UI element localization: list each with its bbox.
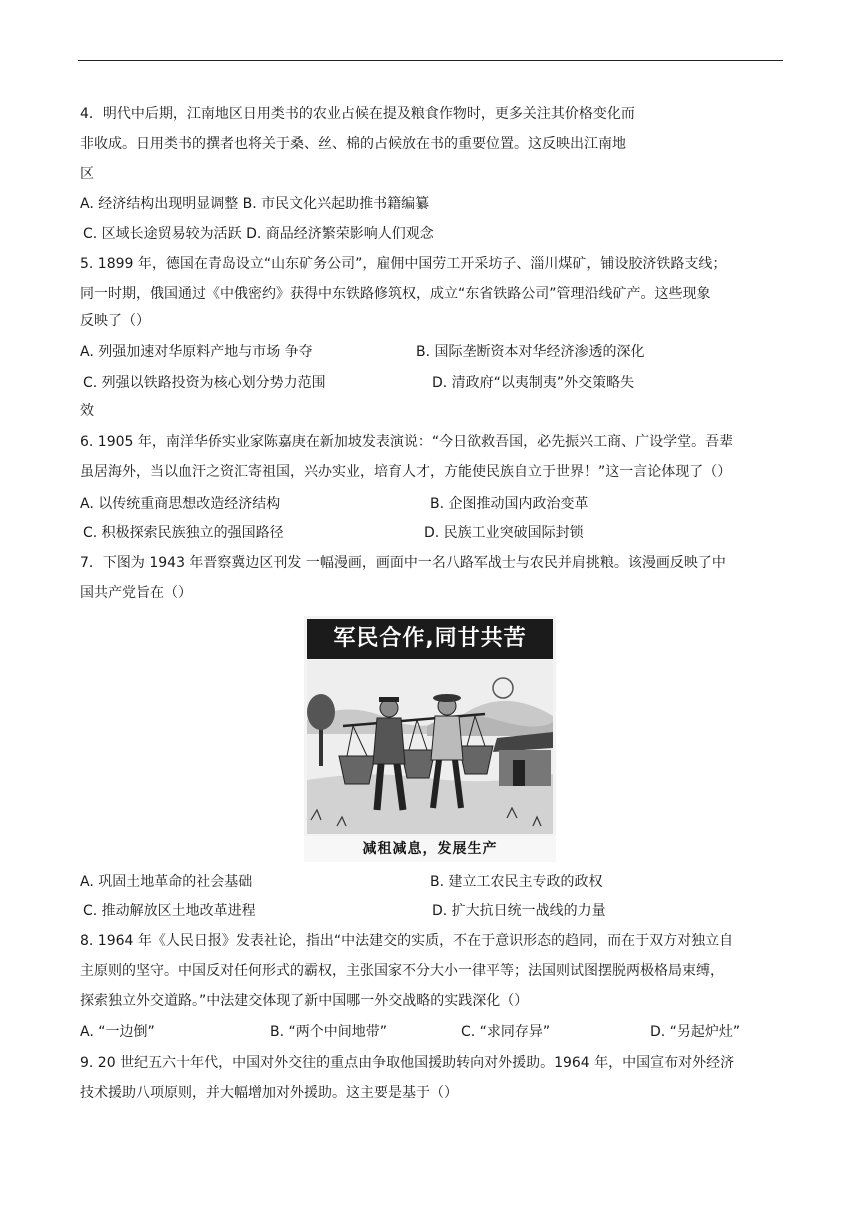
- cartoon-illustration: [307, 660, 553, 834]
- q7-stem-line-1: 7．下图为 1943 年晋察冀边区刊发 一幅漫画，画面中一名八路军战士与农民并肩挑粮。该漫画反映了中: [80, 555, 726, 571]
- q5-stem-line-1: 5. 1899 年，德国在青岛设立“山东矿务公司”，雇佣中国劳工开采坊子、淄川煤矿，铺设胶济铁路支线；: [80, 256, 727, 272]
- cartoon-caption: 减租减息，发展生产: [304, 836, 556, 862]
- q8-option-c[interactable]: C. “求同存异”: [461, 1024, 551, 1040]
- q6-option-c[interactable]: C. 积极探索民族独立的强国路径: [83, 525, 284, 541]
- q5-option-d[interactable]: D. 清政府“以夷制夷”外交策略失: [432, 375, 635, 391]
- q8-option-b[interactable]: B. “两个中间地带”: [270, 1024, 388, 1040]
- q4-options-row-1[interactable]: A. 经济结构出现明显调整 B. 市民文化兴起助推书籍编纂: [80, 196, 430, 212]
- q7-option-a[interactable]: A. 巩固土地革命的社会基础: [80, 874, 253, 890]
- q9-stem-line-2: 技术援助八项原则，并大幅增加对外援助。这主要是基于（）: [80, 1085, 458, 1101]
- q8-stem-line-2: 主原则的坚守。中国反对任何形式的霸权，主张国家不分大小一律平等；法国则试图摆脱两极格局束缚，: [80, 963, 724, 979]
- q5-option-c[interactable]: C. 列强以铁路投资为核心划分势力范围: [83, 375, 326, 391]
- q5-stem-line-3: 反映了（）: [80, 313, 150, 329]
- q5-option-b[interactable]: B. 国际垄断资本对华经济渗透的深化: [416, 344, 645, 360]
- q7-option-d[interactable]: D. 扩大抗日统一战线的力量: [432, 903, 606, 919]
- q6-stem-line-1: 6. 1905 年，南洋华侨实业家陈嘉庚在新加坡发表演说：“今日欲救吾国，必先振兴工商、广设学堂。吾辈: [80, 434, 734, 450]
- q7-stem-line-2: 国共产党旨在（）: [80, 585, 192, 601]
- q4-options-row-2[interactable]: C. 区域长途贸易较为活跃 D. 商品经济繁荣影响人们观念: [83, 226, 434, 242]
- q4-stem-line-3: 区: [80, 166, 94, 182]
- q6-option-d[interactable]: D. 民族工业突破国际封锁: [424, 525, 584, 541]
- q8-option-d[interactable]: D. “另起炉灶”: [650, 1024, 741, 1040]
- cartoon-image: [304, 616, 556, 862]
- q5-option-d-continued: 效: [80, 403, 94, 419]
- q7-option-c[interactable]: C. 推动解放区土地改革进程: [83, 903, 256, 919]
- q6-stem-line-2: 虽居海外，当以血汗之资汇寄祖国，兴办实业，培育人才，方能使民族自立于世界！”这一言论体现了（）: [80, 464, 732, 480]
- q5-option-a[interactable]: A. 列强加速对华原料产地与市场 争夺: [80, 344, 313, 360]
- q9-stem-line-1: 9. 20 世纪五六十年代，中国对外交往的重点由争取他国援助转向对外援助。1964 年，中国宣布对外经济: [80, 1055, 735, 1071]
- q8-stem-line-1: 8. 1964 年《人民日报》发表社论，指出“中法建交的实质，不在于意识形态的趋同，而在于双方对独立自: [80, 933, 734, 949]
- q6-option-b[interactable]: B. 企图推动国内政治变革: [430, 496, 589, 512]
- q4-stem-line-2: 非收成。日用类书的撰者也将关于桑、丝、棉的占候放在书的重要位置。这反映出江南地: [80, 136, 626, 152]
- q4-stem-line-1: 4．明代中后期，江南地区日用类书的农业占候在提及粮食作物时，更多关注其价格变化而: [80, 106, 635, 122]
- q5-stem-line-2: 同一时期，俄国通过《中俄密约》获得中东铁路修筑权，成立“东省铁路公司”管理沿线矿产。这些现象: [80, 286, 711, 302]
- q8-option-a[interactable]: A. “一边倒”: [80, 1024, 155, 1040]
- q8-stem-line-3: 探索独立外交道路。”中法建交体现了新中国哪一外交战略的实践深化（）: [80, 993, 529, 1009]
- cartoon-title: 军民合作,同甘共苦: [307, 619, 553, 659]
- q7-option-b[interactable]: B. 建立工农民主专政的政权: [430, 874, 603, 890]
- header-rule: [78, 60, 783, 61]
- q6-option-a[interactable]: A. 以传统重商思想改造经济结构: [80, 496, 281, 512]
